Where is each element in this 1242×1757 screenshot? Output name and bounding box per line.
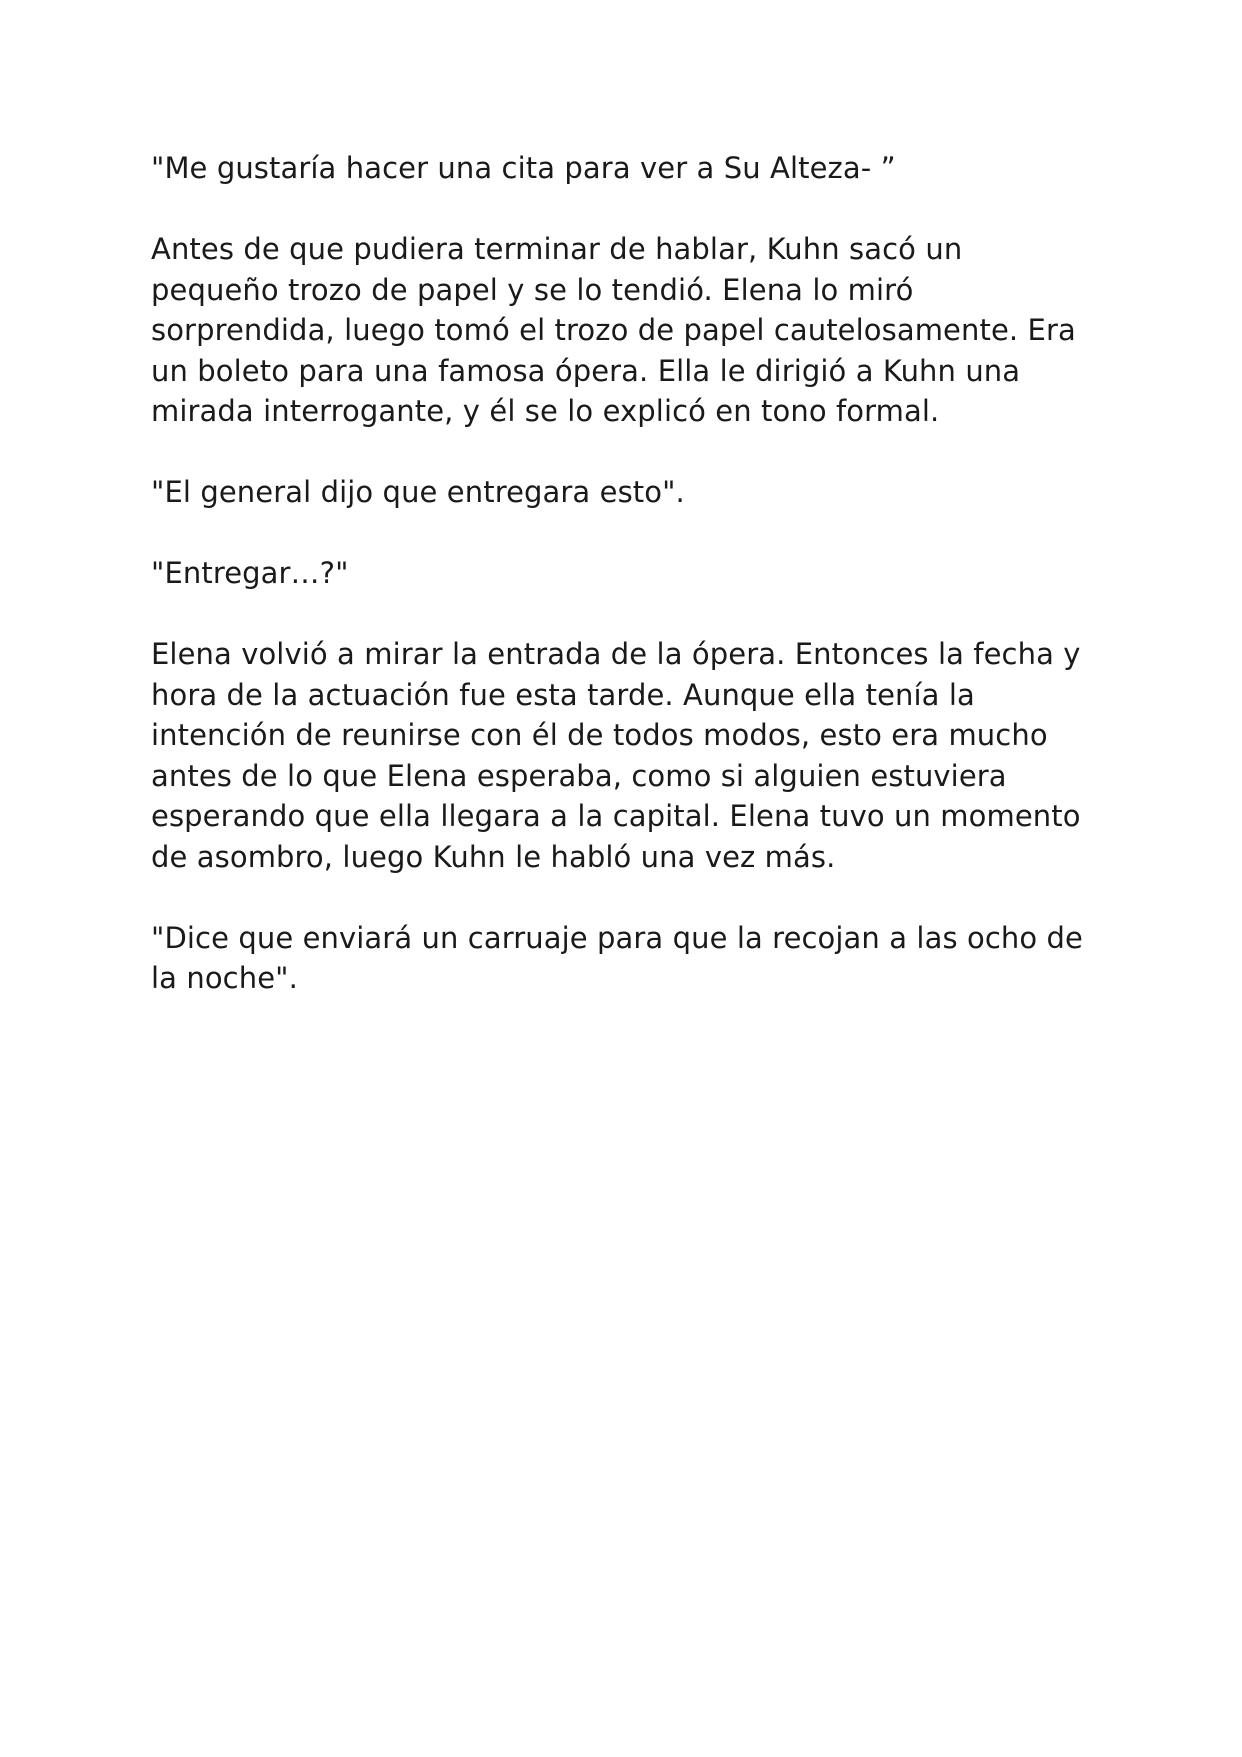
text-line: de asombro, luego Kuhn le habló una vez más. <box>151 839 836 874</box>
paragraph-2 <box>151 229 1101 432</box>
paragraph-5 <box>151 634 1101 877</box>
text-line: antes de lo que Elena esperaba, como si alguien estuviera <box>151 758 1007 793</box>
text-line: "Entregar…?" <box>151 556 349 590</box>
paragraph-1 <box>151 148 1101 189</box>
text-line: intención de reunirse con él de todos modos, esto era mucho <box>151 718 1048 752</box>
text-line: pequeño trozo de papel y se lo tendió. Elena lo miró <box>151 272 914 307</box>
text-line: hora de la actuación fue esta tarde. Aunque ella tenía la <box>151 677 975 712</box>
text-line: "Dice que enviará un carruaje para que la recojan a las ocho de <box>151 920 1083 955</box>
text-line: esperando que ella llegara a la capital. Elena tuvo un momento <box>151 799 1081 833</box>
text-line: la noche". <box>151 961 298 995</box>
text-line: un boleto para una famosa ópera. Ella le dirigió a Kuhn una <box>151 353 1021 388</box>
text-line: "Me gustaría hacer una cita para ver a Su Alteza- ” <box>151 151 896 185</box>
text-line: Elena volvió a mirar la entrada de la ópera. Entonces la fecha y <box>151 637 1081 671</box>
text-line: "El general dijo que entregara esto". <box>151 475 685 509</box>
document-body <box>151 148 1101 1039</box>
paragraph-4 <box>151 553 1101 594</box>
text-line: sorprendida, luego tomó el trozo de papel cautelosamente. Era <box>151 313 1076 347</box>
paragraph-3 <box>151 472 1101 513</box>
text-line: Antes de que pudiera terminar de hablar, Kuhn sacó un <box>151 232 963 266</box>
paragraph-6 <box>151 918 1101 999</box>
text-line: mirada interrogante, y él se lo explicó en tono formal. <box>151 394 940 428</box>
